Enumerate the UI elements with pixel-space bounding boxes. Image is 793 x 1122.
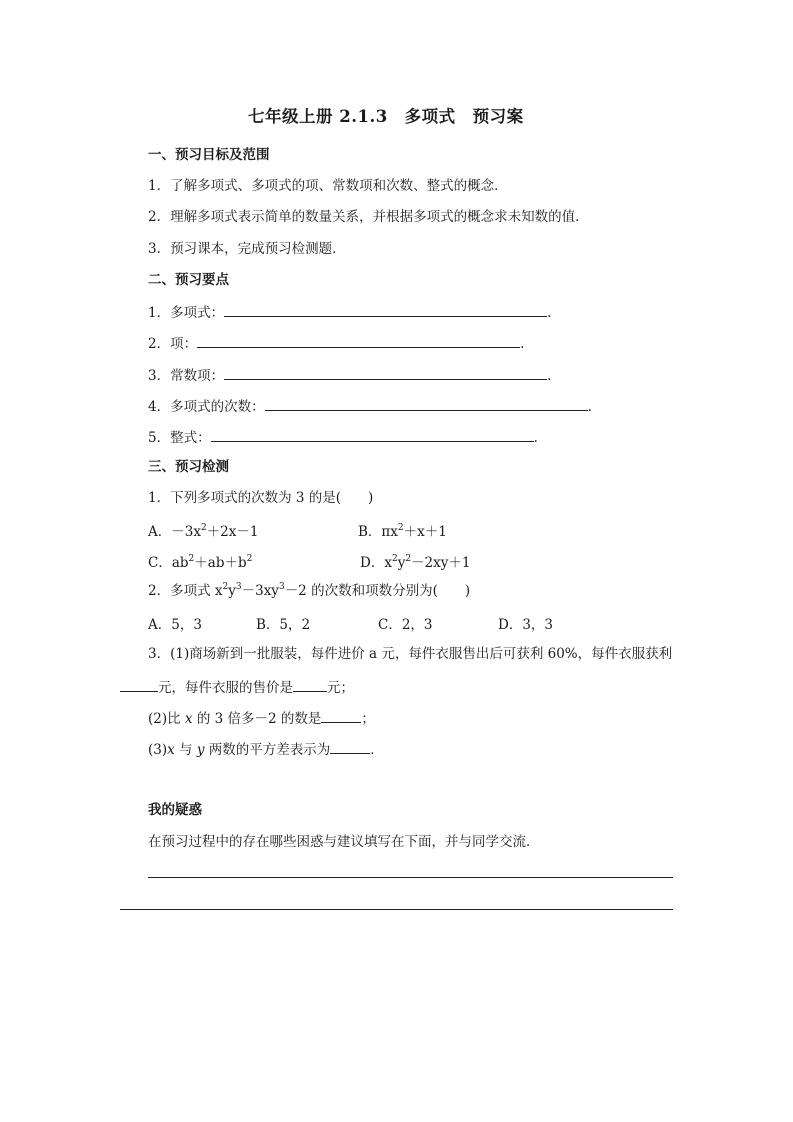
keypoint-constant-term <box>148 365 551 385</box>
end-mark: . <box>520 336 525 352</box>
q1-stem: 1．下列多项式的次数为 3 的是( ) <box>148 490 374 506</box>
keypoint-term <box>148 333 524 353</box>
fill-blank[interactable] <box>321 708 361 723</box>
answer-line[interactable] <box>120 909 673 910</box>
keypoint-integral-expression <box>148 427 538 447</box>
keypoint-label: 5．整式： <box>148 430 211 446</box>
keypoint-label: 4．多项式的次数： <box>148 399 265 415</box>
end-mark: . <box>547 368 552 384</box>
page-title: 七年级上册 2.1.3 多项式 预习案 <box>248 107 524 126</box>
fill-blank[interactable] <box>224 302 547 317</box>
end-mark: . <box>547 305 552 321</box>
q2-stem: 2．多项式 $x^2y^3-3xy^3-2$ 的次数和项数分别为( ) <box>148 582 471 599</box>
doubts-heading: 我的疑惑 <box>148 802 202 818</box>
section1-item-2: 2．理解多项式表示简单的数量关系，并根据多项式的概念求未知数的值． <box>148 209 589 225</box>
section1-heading: 一、预习目标及范围 <box>148 147 270 163</box>
section2-heading: 二、预习要点 <box>148 272 229 288</box>
section1-item-3: 3．预习课本，完成预习检测题． <box>148 241 346 257</box>
keypoint-label: 1．多项式： <box>148 305 225 321</box>
q2-option-b[interactable]: B．5，2 <box>256 617 311 633</box>
keypoint-degree <box>148 396 592 416</box>
fill-blank[interactable] <box>211 427 534 442</box>
q3-part3: (3)x 与 y 两数的平方差表示为 ． <box>148 739 384 759</box>
fill-blank[interactable] <box>224 365 547 380</box>
doubts-instruction: 在预习过程中的存在哪些困惑与建议填写在下面，并与同学交流． <box>148 834 540 850</box>
answer-line[interactable] <box>148 877 673 878</box>
fill-blank[interactable] <box>197 333 520 348</box>
fill-blank[interactable] <box>293 677 327 692</box>
q2-option-c[interactable]: C．2，3 <box>378 617 433 633</box>
q2-option-a[interactable]: A．5，3 <box>148 617 202 633</box>
keypoint-label: 2．项： <box>148 336 198 352</box>
q1-option-d[interactable]: D．$x^2y^2-2xy+1$ <box>360 554 471 571</box>
q1-option-c[interactable]: C．$ab^2+ab+b^2$ <box>148 554 253 571</box>
keypoint-polynomial <box>148 302 551 322</box>
end-mark: . <box>533 430 538 446</box>
q1-option-b[interactable]: B．$\pi x^2+x+1$ <box>358 523 447 540</box>
section3-heading: 三、预习检测 <box>148 459 229 475</box>
end-mark: . <box>587 399 592 415</box>
q1-option-a[interactable]: A．$-3x^2+2x-1$ <box>148 523 259 540</box>
q2-option-d[interactable]: D．3，3 <box>498 617 554 633</box>
keypoint-label: 3．常数项： <box>148 368 225 384</box>
q3-line1: 3．(1)商场新到一批服装，每件进价 a 元，每件衣服售出后可获利 60%，每件衣服获利 <box>148 646 673 662</box>
q3-line2: 元，每件衣服的售价是 元； <box>120 677 354 697</box>
section1-item-1: 1．了解多项式、多项式的项、常数项和次数、整式的概念． <box>148 178 508 194</box>
fill-blank[interactable] <box>120 677 158 692</box>
fill-blank[interactable] <box>265 396 588 411</box>
q3-part2: (2)比 x 的 3 倍多－2 的数是 ； <box>148 708 375 728</box>
fill-blank[interactable] <box>330 739 370 754</box>
